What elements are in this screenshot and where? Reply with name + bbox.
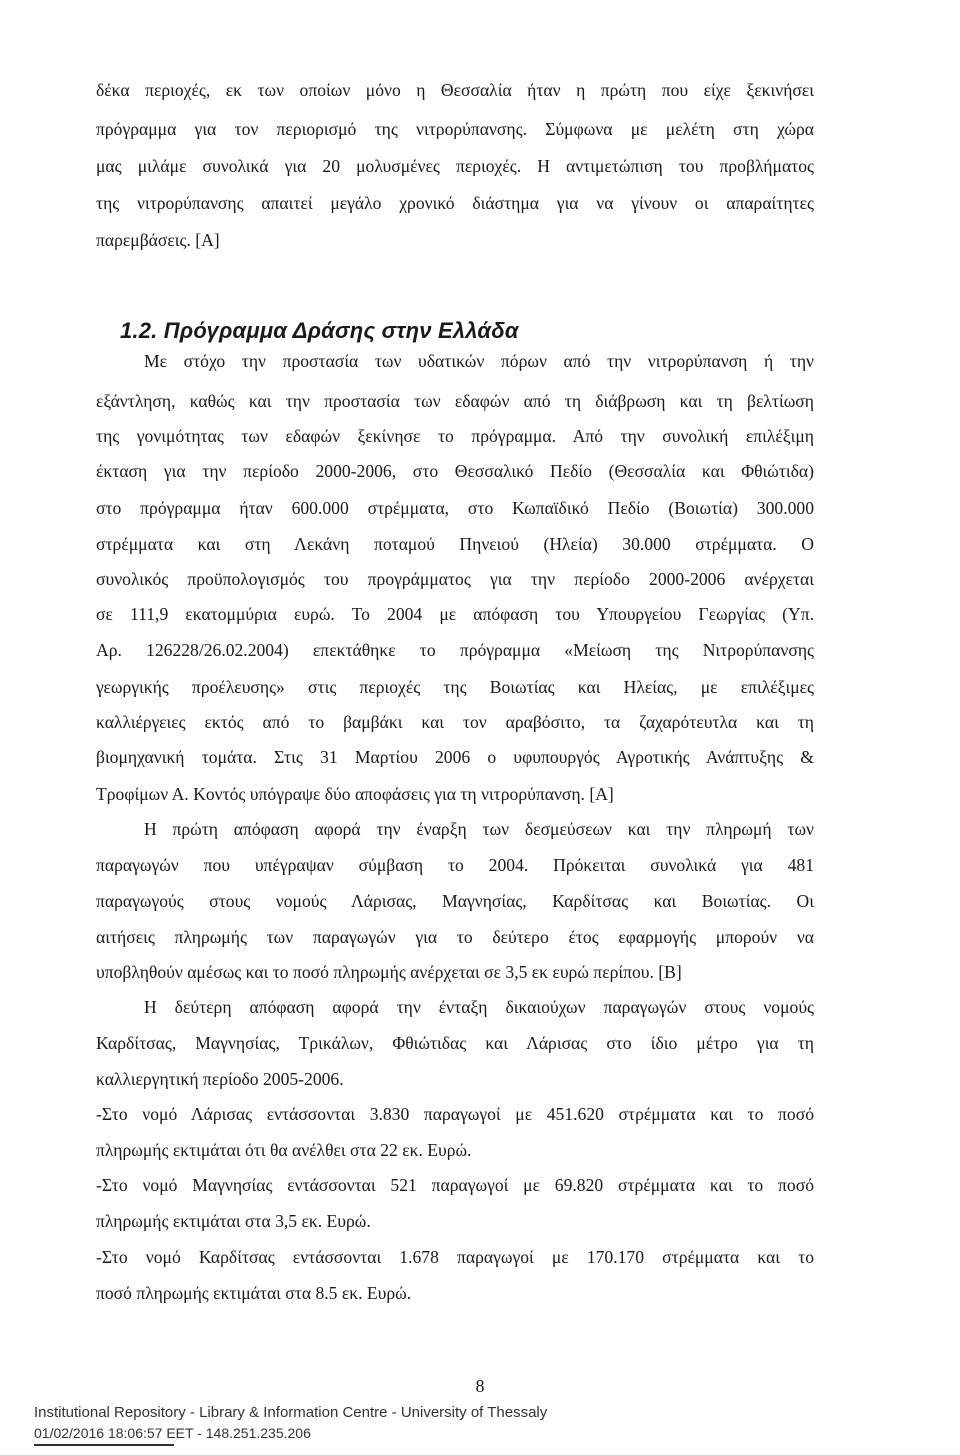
text-line: της γονιμότητας των εδαφών ξεκίνησε το πρόγραμμα. Από την συνολική επιλέξιμη bbox=[96, 426, 814, 446]
repository-footer: Institutional Repository - Library & Information Centre - University of Thessaly bbox=[34, 1404, 548, 1421]
text-line: γεωργικής προέλευσης» στις περιοχές της Βοιωτίας και Ηλείας, με επιλέξιμες bbox=[96, 677, 814, 697]
download-timestamp: 01/02/2016 18:06:57 EET - 148.251.235.206 bbox=[34, 1425, 311, 1441]
text-line: παραγωγούς στους νομούς Λάρισας, Μαγνησίας, Καρδίτσας και Βοιωτίας. Οι bbox=[96, 891, 814, 911]
text-line: αιτήσεις πληρωμής των παραγωγών για το δεύτερο έτος εφαρμογής μπορούν να bbox=[96, 927, 814, 947]
text-line: στο πρόγραμμα ήταν 600.000 στρέμματα, στο Κωπαϊδικό Πεδίο (Βοιωτία) 300.000 bbox=[96, 498, 814, 518]
text-line: βιομηχανική τομάτα. Στις 31 Μαρτίου 2006 ο υφυπουργός Αγροτικής Ανάπτυξης & bbox=[96, 747, 814, 767]
text-line: υποβληθούν αμέσως και το ποσό πληρωμής ανέρχεται σε 3,5 εκ ευρώ περίπου. [Β] bbox=[96, 962, 682, 982]
text-line: Η δεύτερη απόφαση αφορά την ένταξη δικαιούχων παραγωγών στους νομούς bbox=[144, 997, 814, 1017]
text-line: της νιτρορύπανσης απαιτεί μεγάλο χρονικό διάστημα για να γίνουν οι απαραίτητες bbox=[96, 193, 814, 213]
text-line: ποσό πληρωμής εκτιμάται στα 8.5 εκ. Ευρώ. bbox=[96, 1283, 412, 1303]
text-line: παρεμβάσεις. [Α] bbox=[96, 230, 220, 250]
text-line: Αρ. 126228/26.02.2004) επεκτάθηκε το πρόγραμμα «Μείωση της Νιτρορύπανσης bbox=[96, 640, 814, 660]
section-heading: 1.2. Πρόγραμμα Δράσης στην Ελλάδα bbox=[120, 318, 519, 343]
text-line: πληρωμής εκτιμάται ότι θα ανέλθει στα 22 εκ. Ευρώ. bbox=[96, 1140, 472, 1160]
text-line: δέκα περιοχές, εκ των οποίων μόνο η Θεσσαλία ήταν η πρώτη που είχε ξεκινήσει bbox=[96, 80, 814, 100]
text-line: Με στόχο την προστασία των υδατικών πόρων από την νιτρορύπανση ή την bbox=[144, 351, 814, 371]
text-line: Καρδίτσας, Μαγνησίας, Τρικάλων, Φθιώτιδας και Λάρισας στο ίδιο μέτρο για τη bbox=[96, 1033, 814, 1053]
text-line: έκταση για την περίοδο 2000-2006, στο Θεσσαλικό Πεδίο (Θεσσαλία και Φθιώτιδα) bbox=[96, 461, 814, 481]
text-line: πληρωμής εκτιμάται στα 3,5 εκ. Ευρώ. bbox=[96, 1211, 371, 1231]
text-line: -Στο νομό Καρδίτσας εντάσσονται 1.678 παραγωγοί με 170.170 στρέμματα και το bbox=[96, 1247, 814, 1267]
page-number: 8 bbox=[475, 1376, 485, 1396]
text-line: στρέμματα και στη Λεκάνη ποταμού Πηνειού (Ηλεία) 30.000 στρέμματα. Ο bbox=[96, 534, 814, 554]
text-line: εξάντληση, καθώς και την προστασία των εδαφών από τη διάβρωση και τη βελτίωση bbox=[96, 391, 814, 411]
text-line: πρόγραμμα για τον περιορισμό της νιτρορύπανσης. Σύμφωνα με μελέτη στη χώρα bbox=[96, 119, 814, 139]
text-line: συνολικός προϋπολογισμός του προγράμματος για την περίοδο 2000-2006 ανέρχεται bbox=[96, 569, 814, 589]
text-line: -Στο νομό Λάρισας εντάσσονται 3.830 παραγωγοί με 451.620 στρέμματα και το ποσό bbox=[96, 1104, 814, 1124]
text-line: σε 111,9 εκατομμύρια ευρώ. Το 2004 με απόφαση του Υπουργείου Γεωργίας (Υπ. bbox=[96, 604, 814, 624]
text-line: καλλιεργητική περίοδο 2005-2006. bbox=[96, 1069, 344, 1089]
text-line: καλλιέργειες εκτός από το βαμβάκι και τον αραβόσιτο, τα ζαχαρότευτλα και τη bbox=[96, 712, 814, 732]
footer-rule bbox=[34, 1444, 174, 1446]
text-line: -Στο νομό Μαγνησίας εντάσσονται 521 παραγωγοί με 69.820 στρέμματα και το ποσό bbox=[96, 1175, 814, 1195]
text-line: Τροφίμων Α. Κοντός υπόγραψε δύο αποφάσεις για τη νιτρορύπανση. [Α] bbox=[96, 784, 614, 804]
text-line: μας μιλάμε συνολικά για 20 μολυσμένες περιοχές. Η αντιμετώπιση του προβλήματος bbox=[96, 156, 814, 176]
text-line: Η πρώτη απόφαση αφορά την έναρξη των δεσμεύσεων και την πληρωμή των bbox=[144, 819, 814, 839]
text-line: παραγωγών που υπέγραψαν σύμβαση το 2004. Πρόκειται συνολικά για 481 bbox=[96, 855, 814, 875]
